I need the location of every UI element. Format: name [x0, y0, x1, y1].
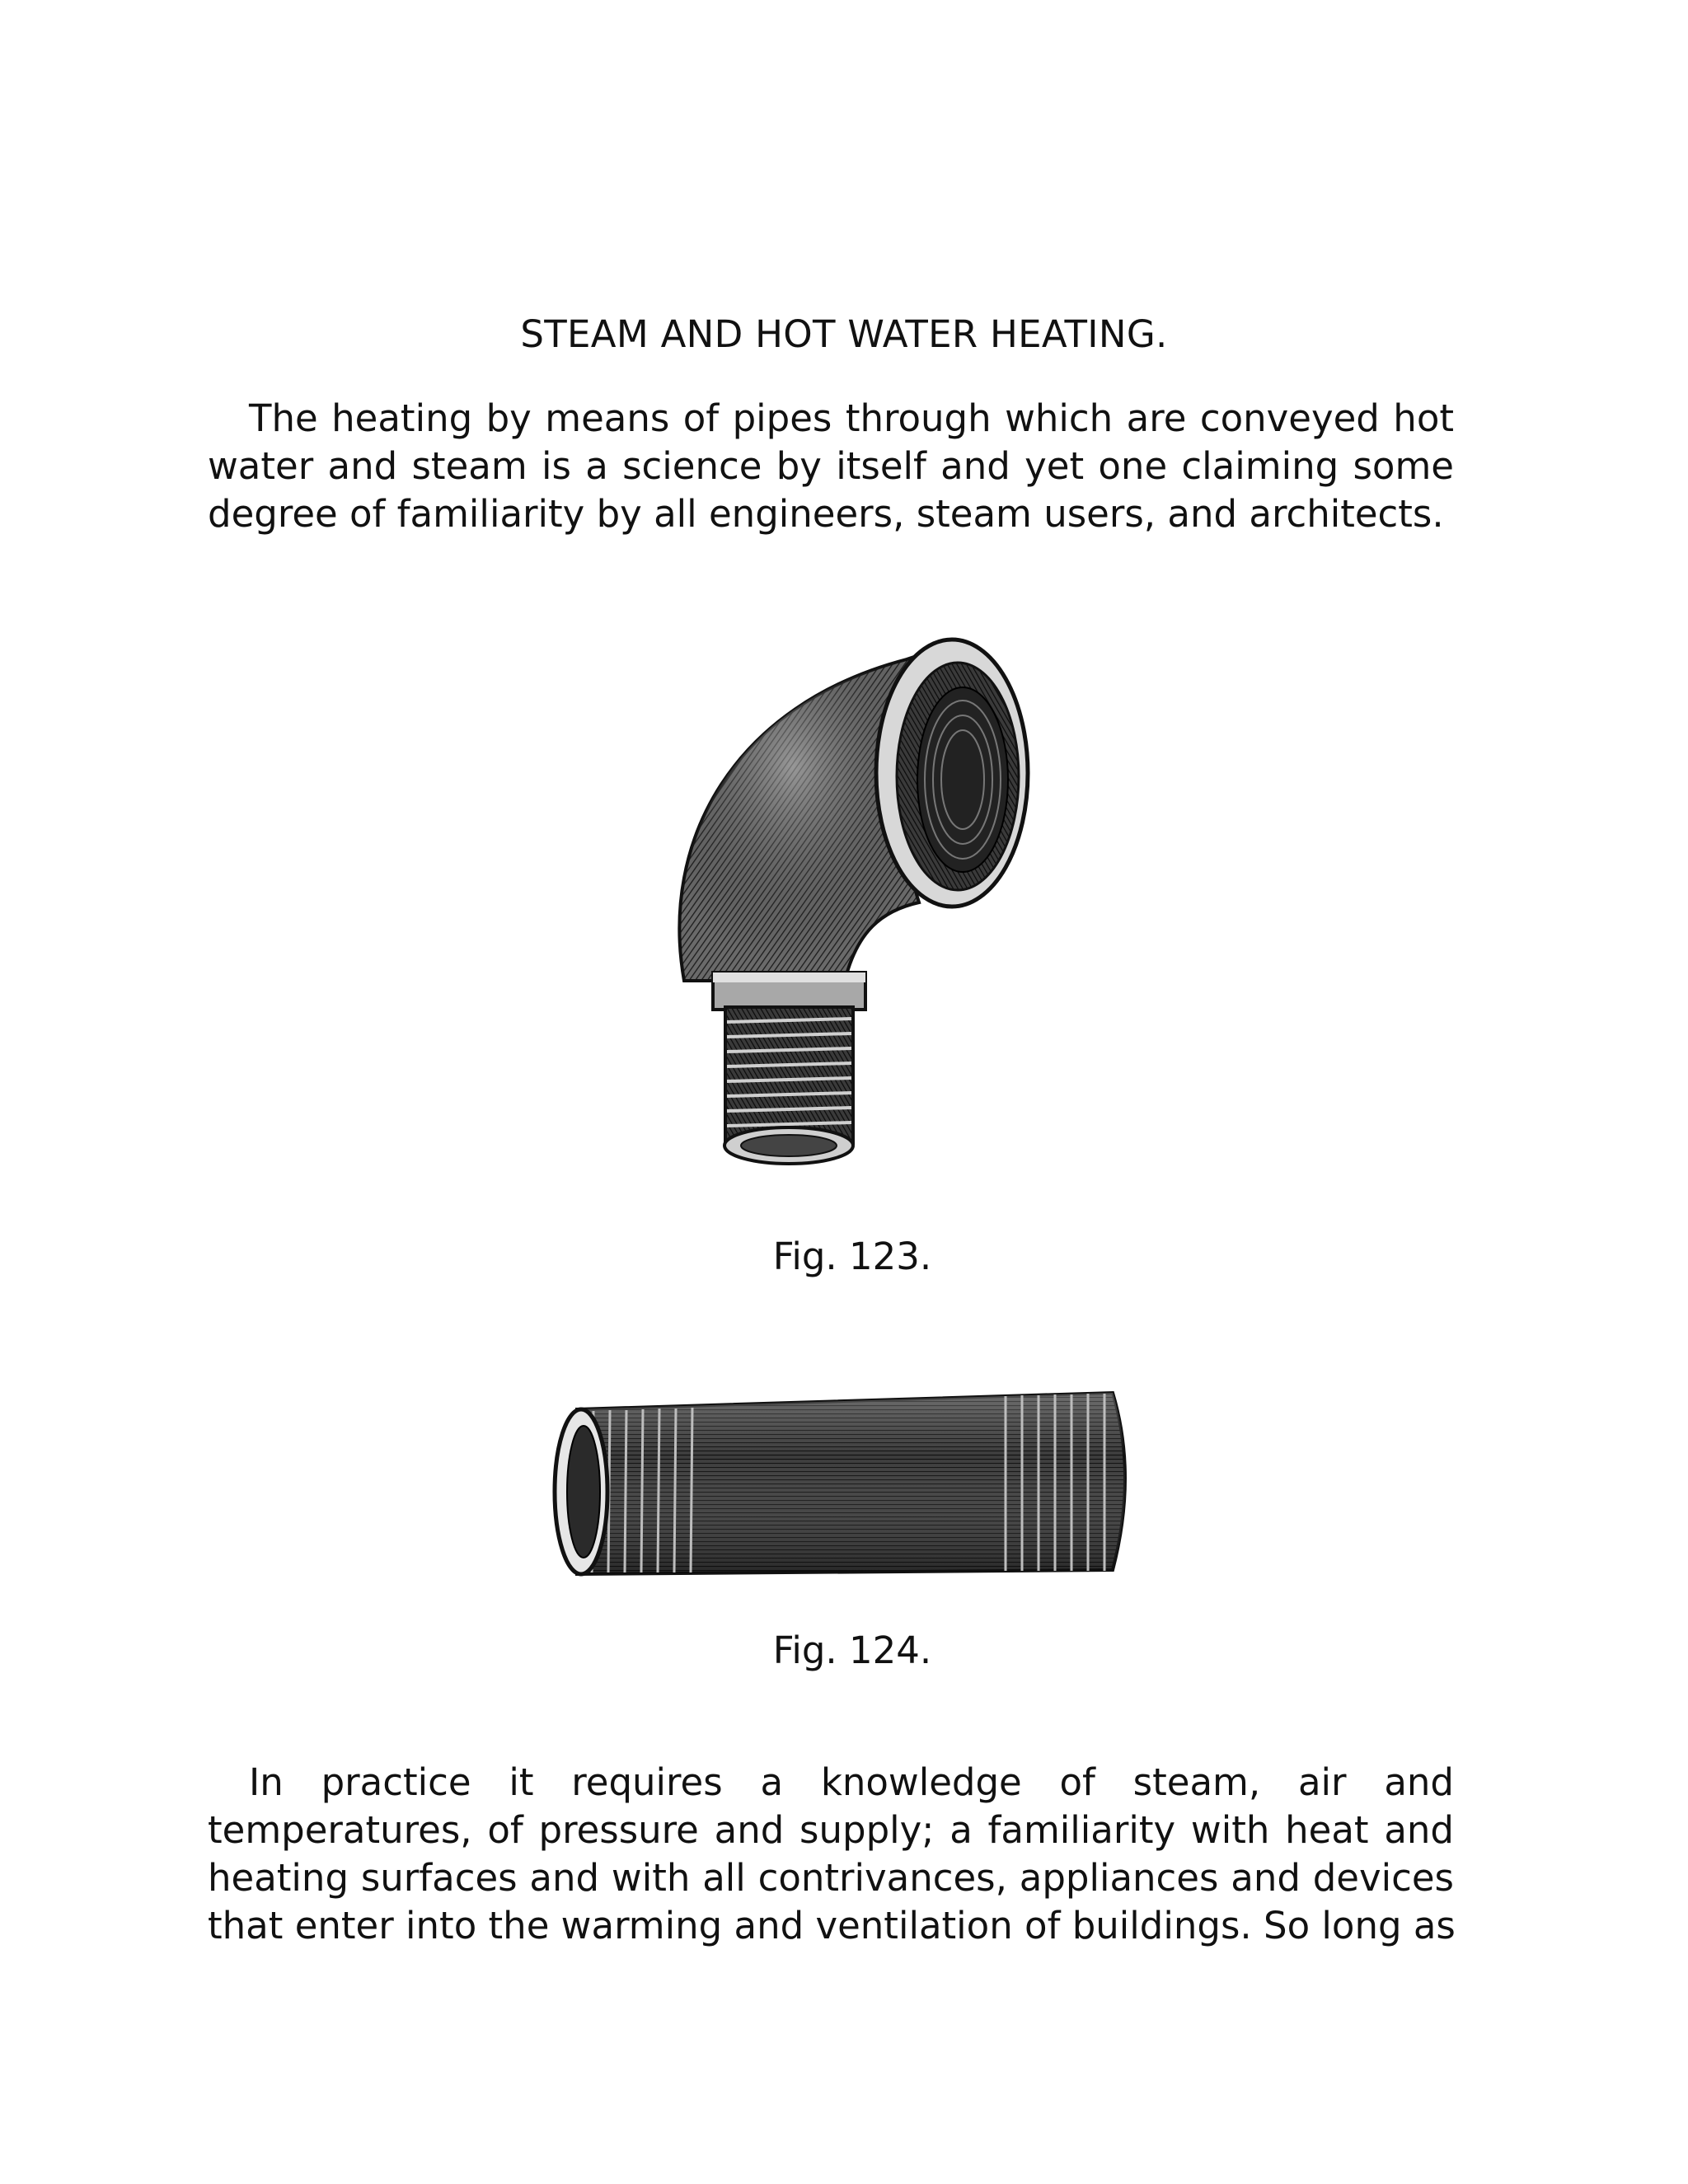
- paragraph-intro: [208, 395, 1454, 538]
- paragraph-line: In practice it requires a knowledge of steam, air and: [249, 1760, 1454, 1804]
- paragraph-line: temperatures, of pressure and supply; a familiarity with heat and: [208, 1808, 1454, 1852]
- paragraph-line: water and steam is a science by itself and yet one claiming some: [208, 444, 1454, 488]
- pipe-elbow-icon: [635, 626, 1047, 1195]
- paragraph-line: heating surfaces and with all contrivances, appliances and devices: [208, 1856, 1454, 1900]
- paragraph-line: The heating by means of pipes through which are conveyed hot: [249, 396, 1454, 440]
- paragraph-line: degree of familiarity by all engineers, steam users, and architects.: [208, 492, 1444, 536]
- figure-caption: Fig. 123.: [772, 1235, 932, 1278]
- paragraph-practice: [208, 1759, 1454, 1950]
- paragraph-line: that enter into the warming and ventilation of buildings. So long as: [208, 1904, 1456, 1947]
- pipe-nipple-icon: [544, 1376, 1146, 1591]
- page-title: STEAM AND HOT WATER HEATING.: [520, 312, 1168, 356]
- figure-caption: Fig. 124.: [772, 1629, 932, 1672]
